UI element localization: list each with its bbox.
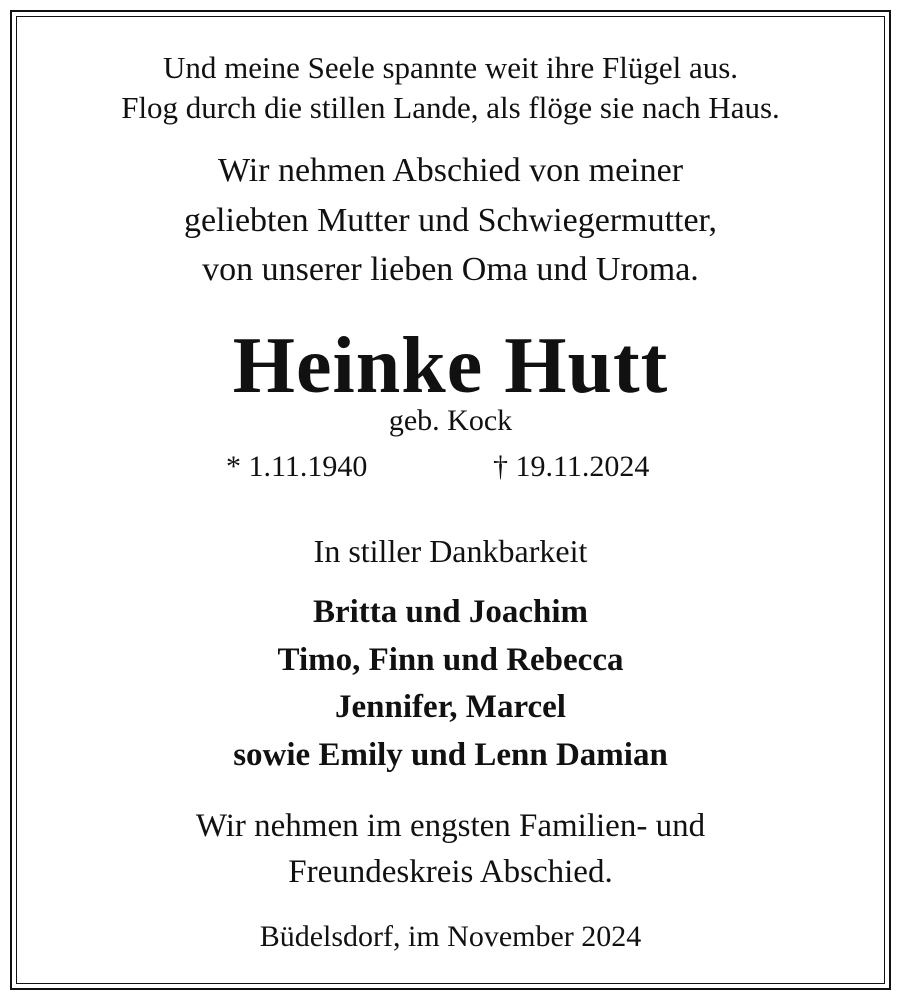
life-dates: [0, 452, 901, 488]
mourner-line-2: Timo, Finn und Rebecca: [277, 642, 624, 678]
mourner-line-3: Jennifer, Marcel: [335, 689, 566, 725]
birth-date: * 1.11.1940: [226, 450, 368, 483]
deceased-name: Heinke Hutt: [232, 322, 669, 410]
mourner-line-4: sowie Emily und Lenn Damian: [233, 737, 668, 773]
mourner-line-1: Britta und Joachim: [312, 594, 589, 630]
closing-line-1: Wir nehmen im engsten Familien- und: [195, 808, 706, 844]
intro-line-1: Wir nehmen Abschied von meiner: [217, 152, 684, 189]
intro-line-2: geliebten Mutter und Schwiegermutter,: [183, 202, 718, 239]
place-date: Büdelsdorf, im November 2024: [259, 920, 642, 953]
intro-line-3: von unserer lieben Oma und Uroma.: [202, 251, 699, 288]
closing-line-2: Freundeskreis Abschied.: [288, 854, 613, 890]
thanks-line: In stiller Dankbarkeit: [313, 533, 588, 569]
maiden-name: geb. Kock: [388, 404, 513, 437]
death-date: † 19.11.2024: [493, 450, 650, 483]
verse-line-1: Und meine Seele spannte weit ihre Flügel aus.: [162, 50, 739, 85]
verse-line-2: Flog durch die stillen Lande, als flöge sie nach Haus.: [121, 90, 780, 125]
